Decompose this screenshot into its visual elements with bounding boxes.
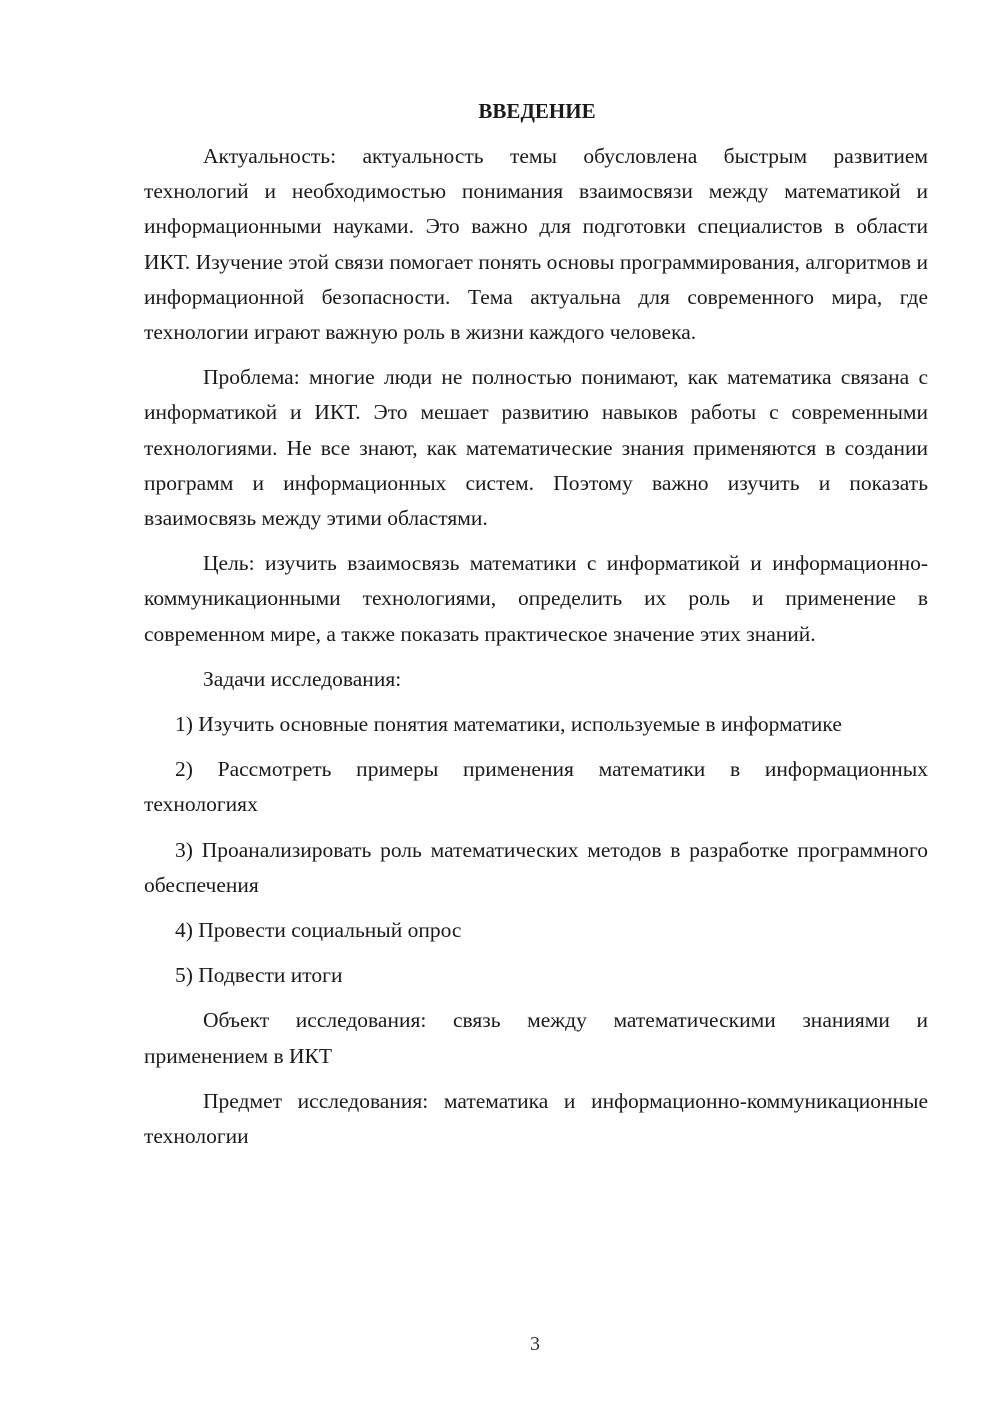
task-item-5: 5) Подвести итоги <box>175 963 343 988</box>
paragraph-object: Объект исследования: связь между математическими знаниями и применением в ИКТ <box>144 1008 928 1068</box>
document-body <box>144 95 928 1164</box>
task-item-1: 1) Изучить основные понятия математики, используемые в информатике <box>175 712 842 737</box>
paragraph-problem: Проблема: многие люди не полностью понимают, как математика связана с информатикой и ИКТ. Это мешает развитию навыков работы с современными технологиями. Не все знают, как математические знания применяются в создании программ и информационных систем. Поэтому важно изучить и показать взаимосвязь между этими областями. <box>144 365 928 531</box>
page-number: 3 <box>530 1333 540 1355</box>
paragraph-goal: Цель: изучить взаимосвязь математики с информатикой и информационно-коммуникационными технологиями, определить их роль и применение в современном мире, а также показать практическое значение этих знаний. <box>144 551 928 646</box>
paragraph-relevance: Актуальность: актуальность темы обусловлена быстрым развитием технологий и необходимостью понимания взаимосвязи между математикой и информационными науками. Это важно для подготовки специалистов в области ИКТ. Изучение этой связи помогает понять основы программирования, алгоритмов и информационной безопасности. Тема актуальна для современного мира, где технологии играют важную роль в жизни каждого человека. <box>144 144 928 345</box>
task-item-2: 2) Рассмотреть примеры применения математики в информационных технологиях <box>144 757 928 817</box>
paragraph-tasks-heading: Задачи исследования: <box>203 666 402 691</box>
paragraph-subject: Предмет исследования: математика и информационно-коммуникационные технологии <box>144 1088 928 1149</box>
page-title: ВВЕДЕНИЕ <box>478 99 596 123</box>
task-item-4: 4) Провести социальный опрос <box>175 918 462 943</box>
task-item-3: 3) Проанализировать роль математических методов в разработке программного обеспечения <box>144 837 928 897</box>
